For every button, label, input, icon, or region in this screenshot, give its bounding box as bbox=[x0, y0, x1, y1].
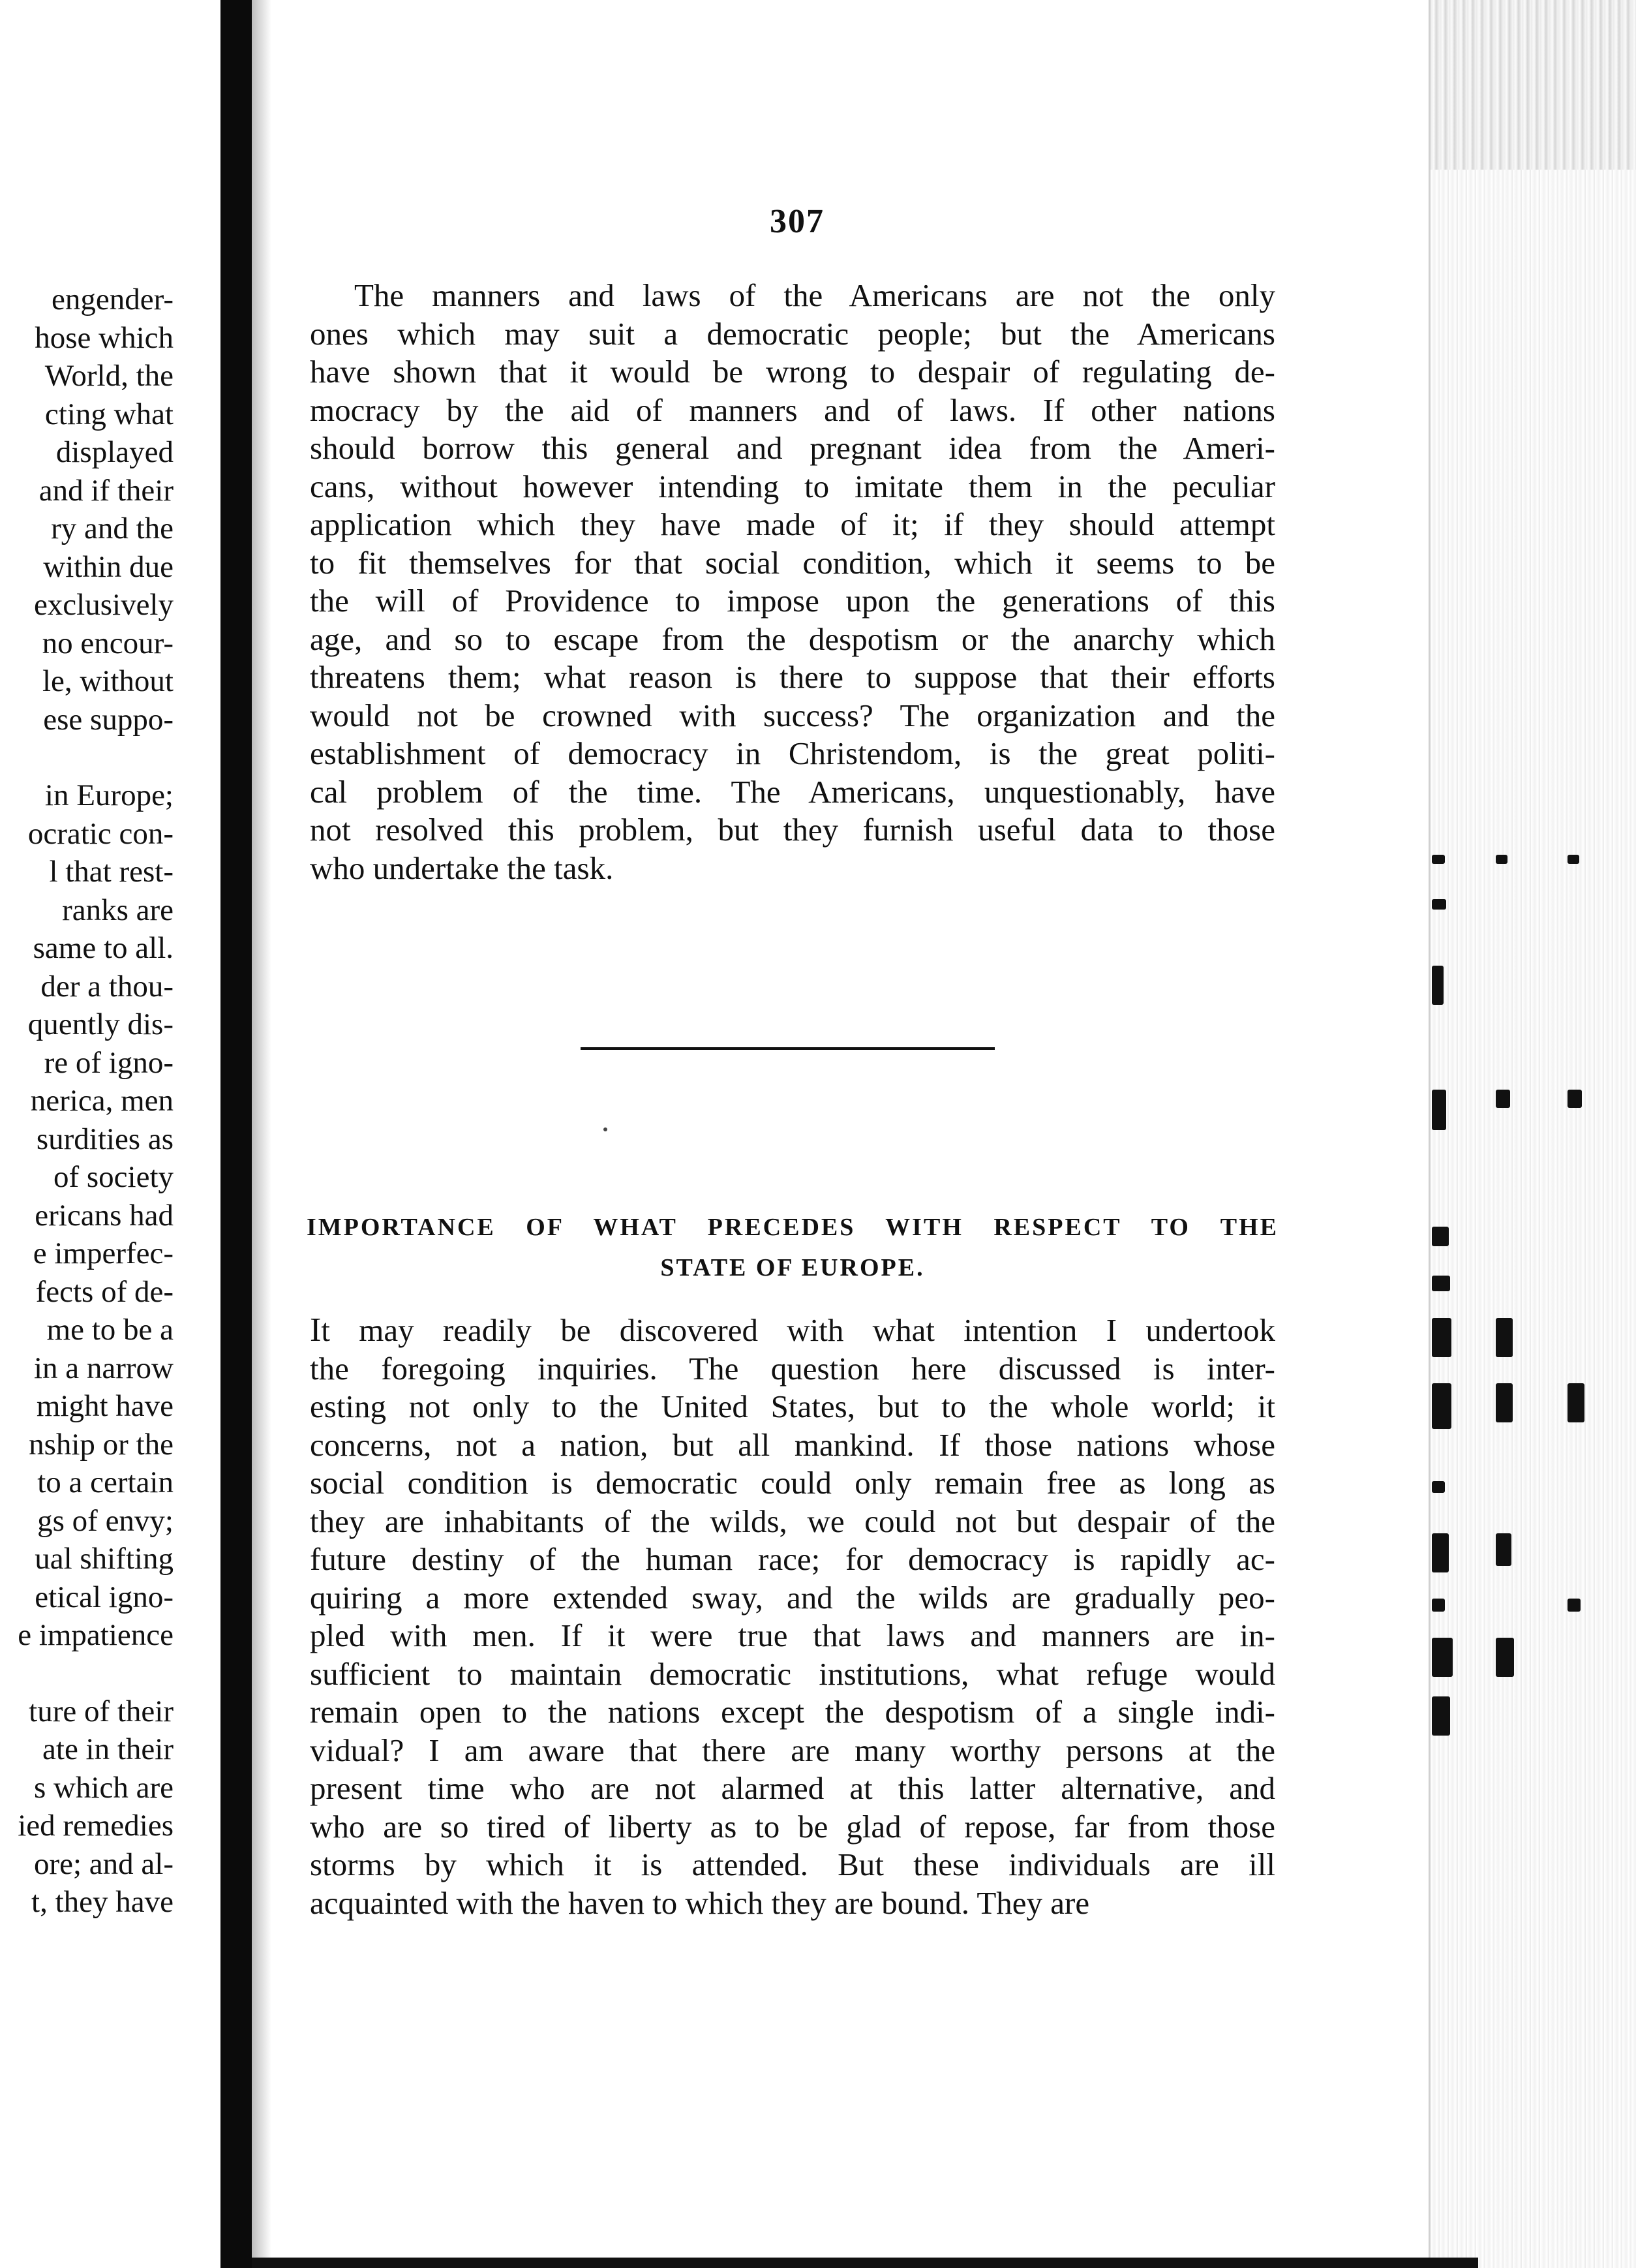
paragraph-2-line: storms by which it is attended. But these individuals are ill bbox=[310, 1847, 1275, 1882]
paragraph-2-line: social condition is democratic could only remain free as long as bbox=[310, 1465, 1275, 1501]
left-page-line: ture of their bbox=[29, 1694, 174, 1728]
paragraph-1-line: The manners and laws of the Americans are not the only bbox=[354, 277, 1275, 313]
page-tab-mark bbox=[1432, 1318, 1451, 1357]
paragraph-2-line: sufficient to maintain democratic institutions, what refuge would bbox=[310, 1655, 1275, 1692]
left-page-line: ate in their bbox=[42, 1732, 174, 1766]
paragraph-2 bbox=[310, 1311, 1275, 1922]
paragraph-1-line: have shown that it would be wrong to despair of regulating de- bbox=[310, 354, 1275, 390]
left-page-line: ied remedies bbox=[18, 1809, 174, 1843]
paragraph-1-line: not resolved this problem, but they furnish useful data to those bbox=[310, 812, 1275, 848]
paragraph-1-line: establishment of democracy in Christendom, is the great politi- bbox=[310, 735, 1275, 771]
left-page-line: might have bbox=[36, 1389, 174, 1423]
page-tab-mark bbox=[1496, 1318, 1513, 1357]
left-page-line: cting what bbox=[44, 397, 174, 431]
page-tab-mark bbox=[1568, 1090, 1582, 1108]
paragraph-2-line: quiring a more extended sway, and the wilds are gradually peo- bbox=[310, 1579, 1275, 1616]
lead-capital: I bbox=[310, 1311, 322, 1349]
left-page-line: re of igno- bbox=[44, 1045, 174, 1080]
left-page-line: l that rest- bbox=[49, 855, 174, 889]
left-page-line: ericans had bbox=[35, 1198, 174, 1233]
page-tab-mark bbox=[1496, 1383, 1513, 1422]
paragraph-1-line: would not be crowned with success? The organization and the bbox=[310, 697, 1275, 733]
page-edge-fuzz bbox=[1431, 0, 1636, 170]
left-page-line: ocratic con- bbox=[27, 816, 174, 851]
left-page-line bbox=[18, 1655, 174, 1693]
paragraph-1-line: threatens them; what reason is there to suppose that their efforts bbox=[310, 659, 1275, 695]
paragraph-1-line: age, and so to escape from the despotism or the anarchy which bbox=[310, 621, 1275, 657]
left-page-line: me to be a bbox=[46, 1313, 174, 1347]
left-page-line: le, without bbox=[42, 664, 174, 698]
left-page-line: displayed bbox=[55, 435, 174, 469]
paragraph-1-line: cal problem of the time. The Americans, unquestionably, have bbox=[310, 773, 1275, 810]
left-page-line bbox=[18, 739, 174, 776]
spine-shadow bbox=[252, 0, 271, 2268]
left-page-line: e imperfec- bbox=[33, 1236, 174, 1270]
paragraph-2-line: who are so tired of liberty as to be glad of repose, far from those bbox=[310, 1808, 1275, 1845]
left-page-line: ry and the bbox=[51, 512, 174, 545]
left-page-line: etical igno- bbox=[35, 1580, 174, 1614]
left-page-line: hose which bbox=[35, 320, 174, 355]
page-tab-mark bbox=[1432, 1481, 1445, 1493]
left-page-line: nship or the bbox=[29, 1427, 174, 1462]
left-page-line: in a narrow bbox=[33, 1351, 174, 1385]
page-tab-mark bbox=[1432, 966, 1444, 1005]
page-tab-mark bbox=[1568, 1599, 1581, 1612]
paragraph-1-line: should borrow this general and pregnant idea from the Ameri- bbox=[310, 430, 1275, 466]
paragraph-1 bbox=[310, 277, 1275, 887]
left-page-line: s which are bbox=[33, 1770, 174, 1805]
section-divider-rule bbox=[581, 1047, 995, 1050]
page-tab-mark bbox=[1432, 899, 1446, 910]
paragraph-1-line: to fit themselves for that social condition, which it seems to be bbox=[310, 544, 1275, 581]
paragraph-1-line: mocracy by the aid of manners and of laws. If other nations bbox=[310, 391, 1275, 428]
book-spine bbox=[220, 0, 252, 2268]
left-page-line: e impatience bbox=[18, 1618, 174, 1652]
bottom-page-edge bbox=[252, 2258, 1478, 2268]
page-number: 307 bbox=[770, 203, 825, 240]
page-tab-mark bbox=[1568, 855, 1579, 864]
left-page-line: engender- bbox=[52, 283, 174, 316]
page-tab-mark bbox=[1432, 1276, 1450, 1291]
left-page-text bbox=[18, 281, 174, 1922]
paragraph-2-line: pled with men. If it were true that laws and manners are in- bbox=[310, 1617, 1275, 1653]
page-tab-mark bbox=[1432, 1696, 1450, 1736]
paragraph-2-line: concerns, not a nation, but all mankind. If those nations whose bbox=[310, 1426, 1275, 1463]
left-page-line: ore; and al- bbox=[33, 1847, 174, 1881]
page-tab-mark bbox=[1432, 1533, 1449, 1572]
left-page-line: same to all. bbox=[33, 931, 174, 965]
left-page-line: to a certain bbox=[37, 1465, 174, 1499]
page-tab-mark bbox=[1432, 1599, 1445, 1612]
left-page-line: der a thou- bbox=[40, 969, 174, 1004]
page-tab-mark bbox=[1496, 1090, 1510, 1108]
left-page-line: ual shifting bbox=[35, 1542, 174, 1576]
left-page-line: t, they have bbox=[31, 1885, 174, 1919]
paragraph-1-line: application which they have made of it; if they should attempt bbox=[310, 506, 1275, 542]
paragraph-2-line: they are inhabitants of the wilds, we could not but despair of the bbox=[310, 1503, 1275, 1539]
page-edges bbox=[1429, 0, 1636, 2268]
left-page-line: within due bbox=[43, 549, 174, 584]
paragraph-1-line: who undertake the task. bbox=[310, 850, 614, 886]
page-tab-mark bbox=[1432, 1638, 1453, 1677]
paragraph-2-line: vidual? I am aware that there are many worthy persons at the bbox=[310, 1732, 1275, 1768]
page-tab-mark bbox=[1432, 855, 1445, 864]
paragraph-2-line: the foregoing inquiries. The question here discussed is inter- bbox=[310, 1350, 1275, 1387]
heading-line-2: STATE OF EUROPE. bbox=[660, 1254, 925, 1281]
section-heading bbox=[307, 1207, 1279, 1288]
left-page-line: ranks are bbox=[62, 893, 174, 927]
ink-speck bbox=[603, 1127, 607, 1131]
left-page-line: nerica, men bbox=[30, 1084, 174, 1118]
page-tab-mark bbox=[1496, 855, 1507, 864]
left-page-line: no encour- bbox=[42, 626, 174, 660]
left-page-line: in Europe; bbox=[44, 778, 174, 812]
left-page-line: fects of de- bbox=[35, 1274, 174, 1309]
paragraph-2-line: future destiny of the human race; for democracy is rapidly ac- bbox=[310, 1541, 1275, 1577]
left-page-line: ese suppo- bbox=[43, 702, 174, 737]
paragraph-2-line bbox=[310, 1311, 1275, 1350]
left-page-line: exclusively bbox=[33, 588, 174, 622]
left-page-fragment bbox=[0, 0, 220, 2268]
left-page-line: World, the bbox=[44, 359, 174, 393]
paragraph-2-line-text: t may readily be discovered with what intention I undertook bbox=[321, 1312, 1275, 1348]
paragraph-2-line: esting not only to the United States, but to the whole world; it bbox=[310, 1388, 1275, 1424]
left-page-line: gs of envy; bbox=[37, 1503, 174, 1538]
heading-line-1: IMPORTANCE OF WHAT PRECEDES WITH RESPECT TO THE bbox=[307, 1214, 1279, 1241]
left-page-line: of society bbox=[53, 1160, 174, 1194]
paragraph-1-line: cans, without however intending to imitate them in the peculiar bbox=[310, 468, 1275, 504]
paragraph-2-line: remain open to the nations except the despotism of a single indi- bbox=[310, 1694, 1275, 1730]
page-tab-mark bbox=[1432, 1383, 1451, 1429]
left-page-line: surdities as bbox=[36, 1122, 174, 1156]
page-tab-mark bbox=[1496, 1638, 1514, 1677]
paragraph-1-line: the will of Providence to impose upon the generations of this bbox=[310, 583, 1275, 619]
page-tab-mark bbox=[1432, 1090, 1446, 1130]
page-tab-mark bbox=[1496, 1533, 1511, 1566]
paragraph-2-line: present time who are not alarmed at this latter alternative, and bbox=[310, 1770, 1275, 1806]
paragraph-1-line: ones which may suit a democratic people; but the Americans bbox=[310, 315, 1275, 352]
page-tab-mark bbox=[1568, 1383, 1584, 1422]
paragraph-2-line: acquainted with the haven to which they are bound. They are bbox=[310, 1884, 1090, 1921]
left-page-line: quently dis- bbox=[27, 1007, 174, 1041]
page-tab-mark bbox=[1432, 1227, 1449, 1246]
left-page-line: and if their bbox=[38, 473, 174, 508]
